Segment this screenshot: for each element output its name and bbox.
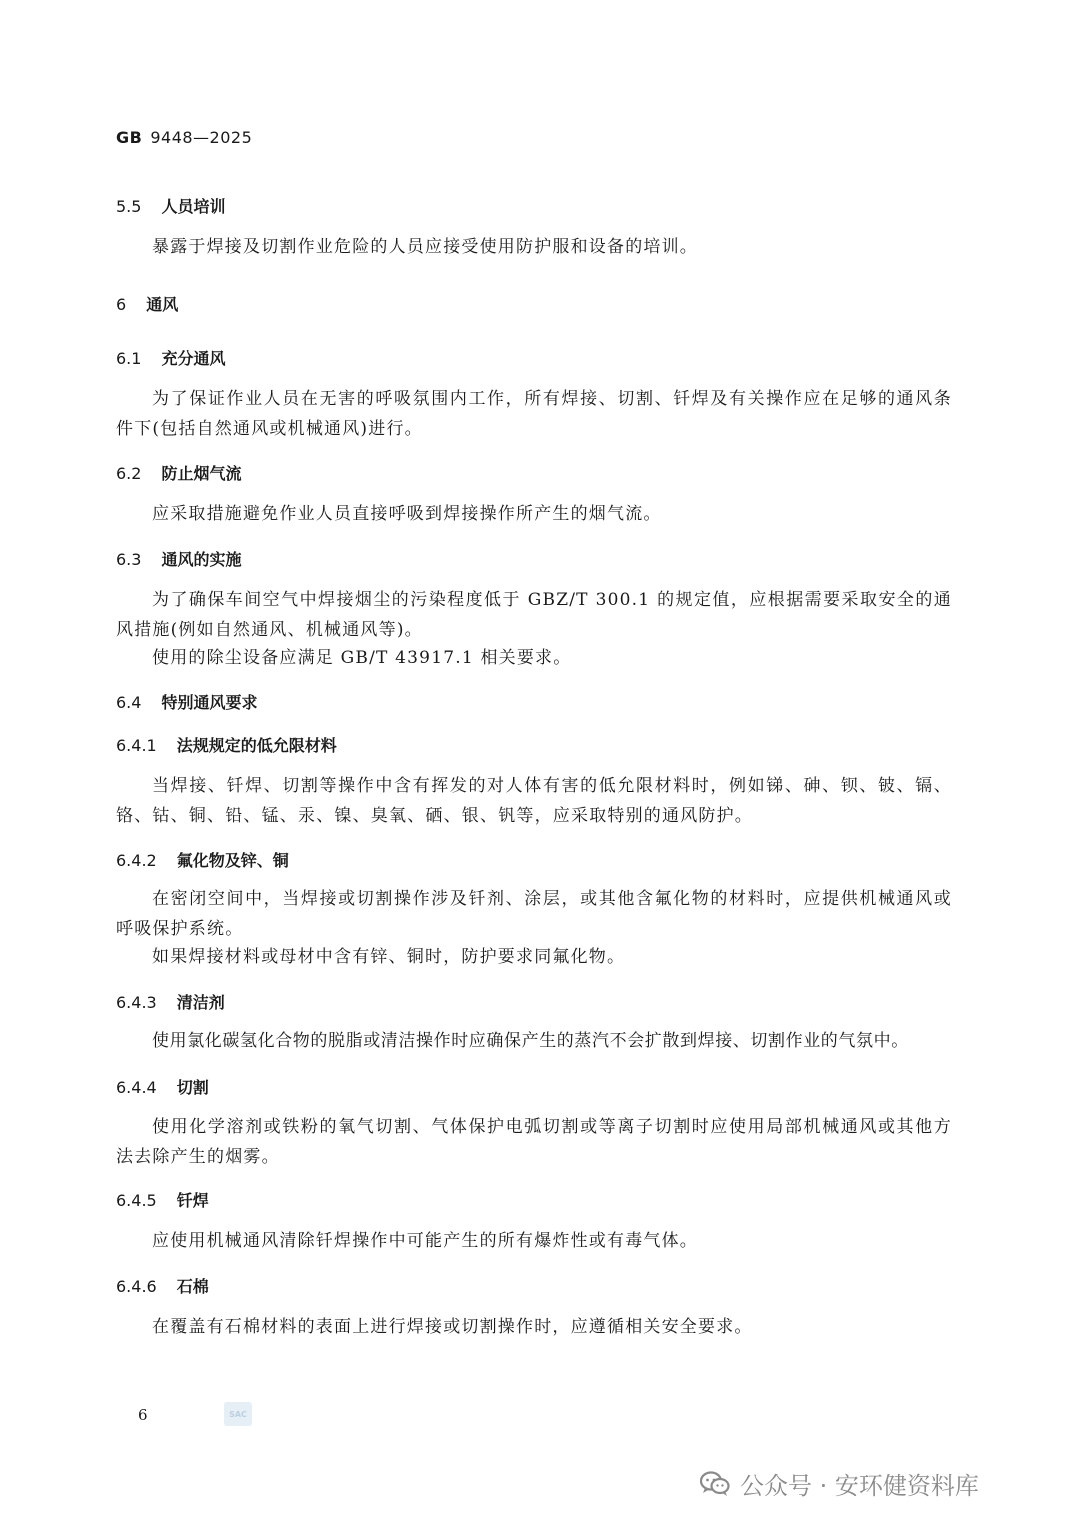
wechat-watermark <box>700 1466 979 1501</box>
section-number: 5.5 <box>116 197 142 216</box>
section-number: 6.4 <box>116 693 142 712</box>
section-5-5-heading <box>116 194 225 217</box>
section-6-2-paragraph: 应采取措施避免作业人员直接呼吸到焊接操作所产生的烟气流。 <box>152 504 662 524</box>
section-title: 氟化物及锌、铜 <box>176 851 289 870</box>
section-6-4-3-paragraph: 使用氯化碳氢化合物的脱脂或清洁操作时应确保产生的蒸汽不会扩散到焊接、切割作业的气氛中。 <box>152 1031 909 1051</box>
section-5-5-paragraph: 暴露于焊接及切割作业危险的人员应接受使用防护服和设备的培训。 <box>152 237 698 257</box>
standard-prefix: GB <box>116 128 143 147</box>
section-number: 6.4.5 <box>116 1191 157 1210</box>
section-title: 防止烟气流 <box>161 464 242 483</box>
section-6-1-heading <box>116 346 225 369</box>
section-6-heading <box>116 292 178 315</box>
section-title: 通风的实施 <box>161 550 242 569</box>
section-6-4-2-paragraph-1: 在密闭空间中，当焊接或切割操作涉及钎剂、涂层，或其他含氟化物的材料时，应提供机械通风或呼吸保护系统。 <box>116 889 952 939</box>
section-6-3-paragraph-2: 使用的除尘设备应满足 GB/T 43917.1 相关要求。 <box>152 648 572 668</box>
section-6-4-6-heading <box>116 1274 209 1297</box>
section-6-2-heading <box>116 461 241 484</box>
watermark-text: 公众号 · 安环健资料库 <box>740 1472 979 1500</box>
section-title: 钎焊 <box>176 1191 209 1210</box>
section-title: 通风 <box>146 295 179 314</box>
section-6-4-3-heading <box>116 990 225 1013</box>
section-6-4-4-paragraph: 使用化学溶剂或铁粉的氧气切割、气体保护电弧切割或等离子切割时应使用局部机械通风或其他方法去除产生的烟雾。 <box>116 1117 952 1167</box>
section-number: 6.1 <box>116 349 142 368</box>
section-title: 充分通风 <box>161 349 226 368</box>
section-title: 人员培训 <box>161 197 226 216</box>
section-6-4-5-paragraph: 应使用机械通风清除钎焊操作中可能产生的所有爆炸性或有毒气体。 <box>152 1231 698 1251</box>
section-6-3-paragraph-1: 为了确保车间空气中焊接烟尘的污染程度低于 GBZ/T 300.1 的规定值，应根据需要采取安全的通风措施(例如自然通风、机械通风等)。 <box>116 590 952 640</box>
section-6-1-paragraph: 为了保证作业人员在无害的呼吸氛围内工作，所有焊接、切割、钎焊及有关操作应在足够的通风条件下(包括自然通风或机械通风)进行。 <box>116 389 952 439</box>
standard-code: 9448—2025 <box>150 128 253 147</box>
section-6-4-2-heading <box>116 848 289 871</box>
page-number: 6 <box>138 1406 148 1424</box>
section-title: 清洁剂 <box>176 993 225 1012</box>
section-6-4-1-paragraph: 当焊接、钎焊、切割等操作中含有挥发的对人体有害的低允限材料时，例如锑、砷、钡、铍、镉、铬、钴、铜、铅、锰、汞、镍、臭氧、硒、银、钒等，应采取特别的通风防护。 <box>116 776 952 826</box>
section-number: 6.4.6 <box>116 1277 157 1296</box>
section-number: 6.4.4 <box>116 1078 157 1097</box>
section-number: 6.4.1 <box>116 736 157 755</box>
wechat-icon <box>700 1471 730 1497</box>
section-number: 6.4.3 <box>116 993 157 1012</box>
section-title: 切割 <box>176 1078 209 1097</box>
section-6-3-heading <box>116 547 241 570</box>
section-number: 6.3 <box>116 550 142 569</box>
section-6-4-heading <box>116 690 257 713</box>
section-title: 特别通风要求 <box>161 693 258 712</box>
section-6-4-4-heading <box>116 1075 209 1098</box>
section-number: 6 <box>116 295 127 314</box>
section-6-4-5-heading <box>116 1188 209 1211</box>
standard-header <box>116 128 252 147</box>
section-title: 石棉 <box>176 1277 209 1296</box>
section-number: 6.4.2 <box>116 851 157 870</box>
section-6-4-2-paragraph-2: 如果焊接材料或母材中含有锌、铜时，防护要求同氟化物。 <box>152 947 626 967</box>
section-6-4-6-paragraph: 在覆盖有石棉材料的表面上进行焊接或切割操作时，应遵循相关安全要求。 <box>152 1317 753 1337</box>
section-title: 法规规定的低允限材料 <box>176 736 337 755</box>
section-6-4-1-heading <box>116 733 337 756</box>
section-number: 6.2 <box>116 464 142 483</box>
sac-logo-icon: SAC <box>224 1402 252 1426</box>
